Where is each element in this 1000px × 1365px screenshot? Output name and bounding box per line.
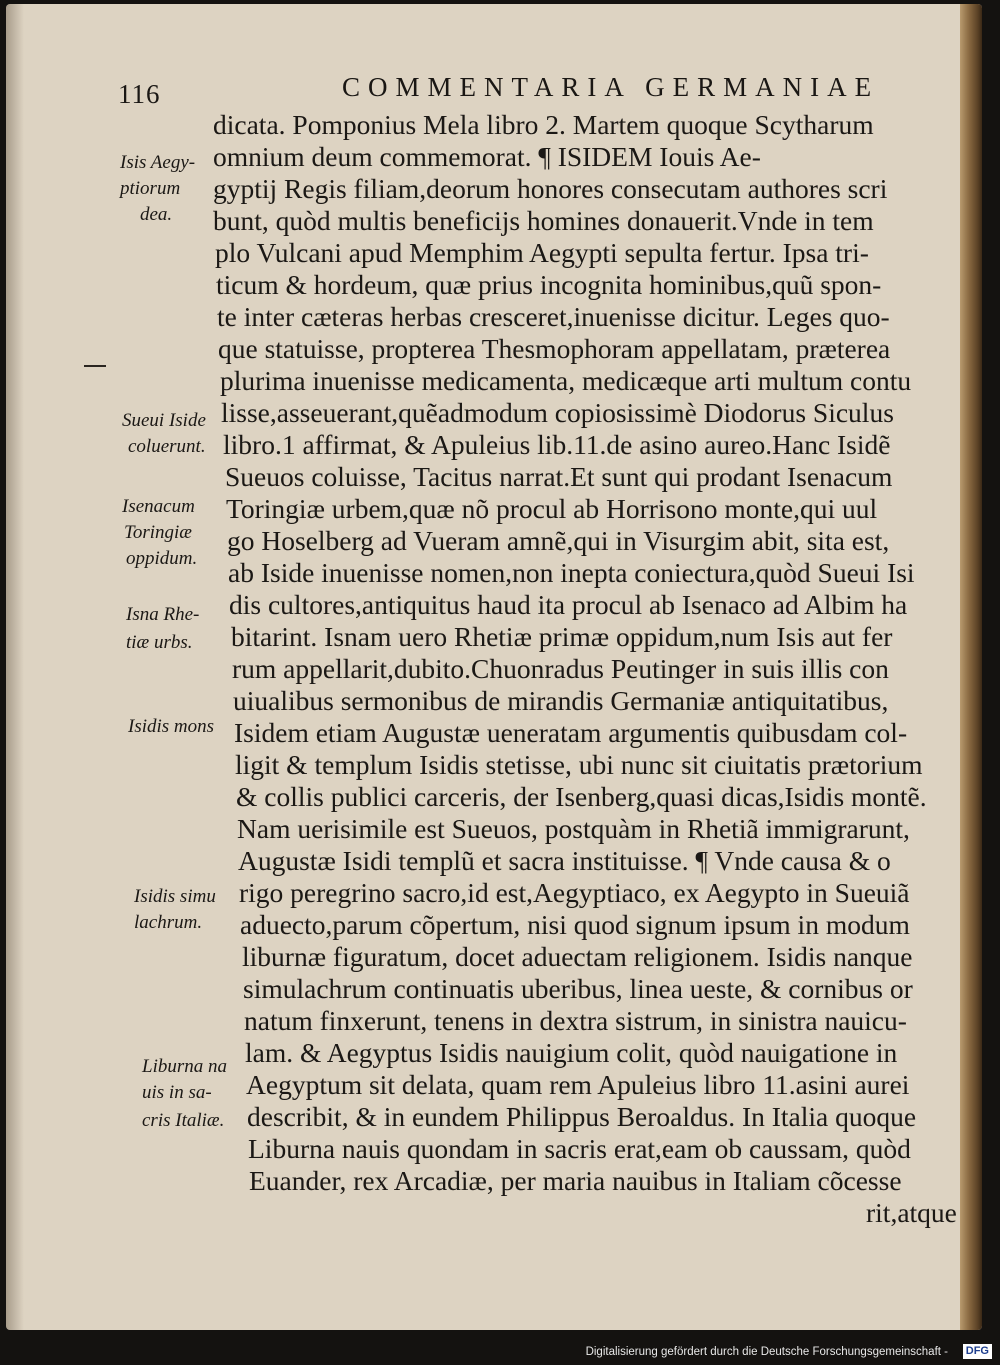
text-line: Toringiæ urbem,quæ nõ procul ab Horrisono monte,qui uul bbox=[226, 493, 878, 524]
marginal-note: ptiorum bbox=[120, 178, 181, 199]
marginal-note: Liburna na bbox=[142, 1056, 227, 1077]
text-line: go Hoselberg ad Vueram amnẽ,qui in Visurgim abit, sita est, bbox=[227, 525, 890, 556]
text-line: libro.1 affirmat, & Apuleius lib.11.de asino aureo.Hanc Isidẽ bbox=[223, 429, 891, 460]
text-line: lisse,asseuerant,quẽadmodum copiosissimè Diodorus Siculus bbox=[221, 397, 894, 428]
marginal-note: lachrum. bbox=[134, 912, 203, 933]
text-line: describit, & in eundem Philippus Beroaldus. In Italia quoque bbox=[247, 1101, 917, 1132]
text-line: ticum & hordeum, quæ prius incognita hominibus,quũ spon- bbox=[216, 269, 882, 300]
text-line: rum appellarit,dubito.Chuonradus Peutinger in suis illis con bbox=[232, 653, 889, 684]
page-number: 116 bbox=[118, 79, 161, 109]
text-line: natum finxerunt, tenens in dextra sistrum, in sinistra nauicu- bbox=[244, 1005, 907, 1036]
text-line: dis cultores,antiquitus haud ita procul ab Isenaco ad Albim ha bbox=[229, 589, 908, 620]
text-line: te inter cæteras herbas cresceret,inuenisse dicitur. Leges quo- bbox=[217, 301, 890, 332]
text-line: & collis publici carceris, der Isenberg,quasi dicas,Isidis montẽ. bbox=[236, 781, 927, 812]
text-line: Liburna nauis quondam in sacris erat,eam ob caussam, quòd bbox=[248, 1133, 911, 1164]
text-line: liburnæ figuratum, docet aduectam religionem. Isidis nanque bbox=[242, 941, 913, 972]
dfg-logo: DFG bbox=[963, 1344, 992, 1359]
text-line: bunt, quòd multis beneficijs homines donauerit.Vnde in tem bbox=[213, 205, 874, 236]
text-line: aduecto,parum cõpertum, nisi quod signum ipsum in modum bbox=[240, 909, 910, 940]
text-line: plurima inuenisse medicamenta, medicæque arti multum contu bbox=[220, 365, 912, 396]
marginal-note: dea. bbox=[140, 204, 173, 225]
text-line: Isidem etiam Augustæ ueneratam argumentis quibusdam col- bbox=[234, 717, 908, 748]
digitization-footer bbox=[0, 1330, 1000, 1365]
marginal-note: Isna Rhe- bbox=[126, 604, 200, 625]
book-page bbox=[6, 4, 982, 1330]
text-line: Aegyptum sit delata, quam rem Apuleius libro 11.asini aurei bbox=[246, 1069, 910, 1100]
text-line: rigo peregrino sacro,id est,Aegyptiaco, ex Aegypto in Sueuiã bbox=[239, 877, 910, 908]
text-line: Sueuos coluisse, Tacitus narrat.Et sunt qui prodant Isenacum bbox=[225, 461, 893, 492]
text-line: dicata. Pomponius Mela libro 2. Martem quoque Scytharum bbox=[213, 109, 874, 140]
marginal-note: tiæ urbs. bbox=[126, 632, 193, 653]
text-line: lam. & Aegyptus Isidis nauigium colit, quòd nauigatione in bbox=[245, 1037, 898, 1068]
text-line: plo Vulcani apud Memphim Aegypti sepulta fertur. Ipsa tri- bbox=[215, 237, 869, 268]
text-line: rit,atque bbox=[866, 1197, 957, 1228]
text-line: bitarint. Isnam uero Rhetiæ primæ oppidum,num Isis aut fer bbox=[231, 621, 893, 652]
marginal-note: cris Italiæ. bbox=[142, 1110, 225, 1131]
text-line: que statuisse, propterea Thesmophoram appellatam, præterea bbox=[218, 333, 891, 364]
running-head: COMMENTARIA GERMANIAE bbox=[342, 72, 880, 102]
marginal-note: oppidum. bbox=[126, 548, 198, 569]
marginal-note: Isis Aegy- bbox=[120, 152, 196, 173]
text-line: Euander, rex Arcadiæ, per maria nauibus in Italiam cõcesse bbox=[249, 1165, 902, 1196]
text-line: gyptij Regis filiam,deorum honores consecutam authores scri bbox=[213, 173, 888, 204]
marginal-note: uis in sa- bbox=[142, 1082, 212, 1103]
text-line: Nam uerisimile est Sueuos, postquàm in Rhetiã immigrarunt, bbox=[237, 813, 910, 844]
marginal-note: Isidis simu bbox=[134, 886, 216, 907]
marginal-note: Isidis mons bbox=[128, 716, 215, 737]
text-line: simulachrum continuatis uberibus, linea ueste, & cornibus or bbox=[243, 973, 913, 1004]
text-line: Augustæ Isidi templũ et sacra instituisse. ¶ Vnde causa & o bbox=[238, 845, 891, 876]
funding-credit: Digitalisierung gefördert durch die Deutsche Forschungsgemeinschaft - bbox=[585, 1346, 948, 1358]
text-line: omnium deum commemorat. ¶ ISIDEM Iouis Ae- bbox=[213, 141, 761, 172]
marginal-note: Sueui Iside bbox=[122, 410, 206, 431]
text-line: ligit & templum Isidis stetisse, ubi nunc sit ciuitatis prætorium bbox=[235, 749, 923, 780]
marginal-note: Toringiæ bbox=[124, 522, 192, 543]
marginal-note: Isenacum bbox=[122, 496, 195, 517]
text-line: uiualibus sermonibus de mirandis Germaniæ antiquitatibus, bbox=[233, 685, 889, 716]
text-line: ab Iside inuenisse nomen,non inepta coniectura,quòd Sueui Isi bbox=[228, 557, 915, 588]
marginal-note: coluerunt. bbox=[128, 436, 206, 457]
